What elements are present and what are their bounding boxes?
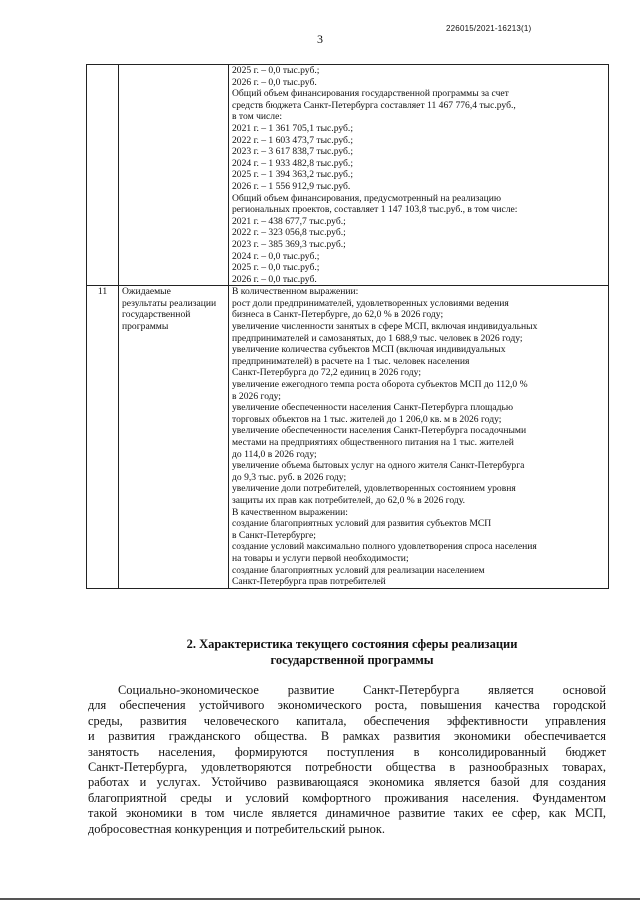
cell-text-line: предпринимателей) в расчете на 1 тыс. человек населения — [232, 355, 470, 367]
paragraph-line: Санкт-Петербурга, удовлетворяются потребности общества в разнообразных товарах, — [88, 760, 606, 775]
cell-text-line: в том числе: — [232, 111, 283, 123]
cell-text-line: увеличение обеспеченности населения Санкт-Петербурга площадью — [232, 402, 514, 414]
cell-text-line: Общий объем финансирования государственной программы за счет — [232, 88, 509, 100]
cell-text-line: создание благоприятных условий для реализации населением — [232, 564, 485, 576]
cell-text-line: местами на предприятиях общественного питания на 1 тыс. жителей — [232, 437, 514, 448]
cell-text-line: результаты реализации — [122, 297, 217, 309]
cell-text-line: 2021 г. – 438 677,7 тыс.руб.; — [232, 215, 346, 227]
paragraph-line: добросовестная конкуренция и потребительский рынок. — [88, 821, 385, 836]
cell-text-line: 2024 г. – 0,0 тыс.руб.; — [232, 250, 320, 262]
paragraph-line: Социально-экономическое развитие Санкт-Петербурга является основой — [118, 683, 606, 697]
row-number-cell — [87, 65, 119, 286]
cell-text-line: рост доли предпринимателей, удовлетворенных условиями ведения — [232, 297, 509, 309]
cell-text-line: увеличение количества субъектов МСП (включая индивидуальных — [232, 344, 506, 356]
cell-text-line: создание благоприятных условий для развития субъектов МСП — [232, 518, 492, 530]
section-title-line: государственной программы — [270, 653, 434, 667]
cell-text-line: 2025 г. – 1 394 363,2 тыс.руб.; — [232, 169, 353, 181]
cell-text-line: 2021 г. – 1 361 705,1 тыс.руб.; — [232, 122, 353, 134]
cell-text-line: 2026 г. – 1 556 912,9 тыс.руб. — [232, 180, 351, 192]
cell-text-line: на товары и услуги первой необходимости; — [232, 552, 409, 564]
cell-text-line: бизнеса в Санкт-Петербурге, до 62,0 % в 2026 году; — [232, 309, 444, 321]
program-passport-table — [86, 64, 609, 589]
cell-text-line: увеличение ежегодного темпа роста оборота субъектов МСП до 112,0 % — [232, 379, 528, 391]
section-title — [86, 636, 608, 668]
paragraph-line: благоприятной среды и условий комфортного проживания населения. Фундаментом — [88, 790, 606, 805]
cell-text-line: Общий объем финансирования, предусмотренный на реализацию — [232, 192, 502, 204]
cell-text-line: 2023 г. – 3 617 838,7 тыс.руб.; — [232, 146, 353, 158]
cell-text-line: средств бюджета Санкт-Петербурга составляет 11 467 776,4 тыс.руб., — [232, 99, 516, 111]
cell-text-line: 2023 г. – 385 369,3 тыс.руб.; — [232, 238, 346, 250]
cell-text-line: 2026 г. – 0,0 тыс.руб. — [232, 76, 317, 88]
cell-text-line: региональных проектов, составляет 1 147 103,8 тыс.руб., в том числе: — [232, 204, 518, 216]
cell-text-line: до 114,0 в 2026 году; — [232, 448, 317, 460]
cell-text-line: увеличение обеспеченности населения Санкт-Петербурга посадочными — [232, 425, 527, 437]
cell-text-line: увеличение объема бытовых услуг на одного жителя Санкт-Петербурга — [232, 460, 525, 472]
paragraph-line: среды, развития человеческого капитала, обеспечения эффективности управления — [88, 713, 606, 728]
financing-cell — [229, 65, 609, 286]
expected-results-cell — [229, 286, 609, 588]
row-label-cell — [119, 286, 229, 588]
cell-text-line: 2025 г. – 0,0 тыс.руб.; — [232, 65, 320, 76]
row-label-cell — [119, 65, 229, 286]
cell-text-line: Ожидаемые — [122, 286, 171, 298]
cell-text-line: защиты их прав как потребителей, до 62,0 % в 2026 году. — [232, 494, 465, 506]
cell-text-line: предпринимателей и самозанятых, до 1 688,9 тыс. человек в 2026 году; — [232, 332, 523, 344]
cell-text-line: 2022 г. – 323 056,8 тыс.руб.; — [232, 227, 346, 239]
cell-text-line: государственной — [122, 309, 191, 321]
cell-text-line: 2024 г. – 1 933 482,8 тыс.руб.; — [232, 157, 353, 169]
row-number-cell: 11 — [87, 286, 119, 588]
scan-edge-divider — [0, 898, 640, 900]
document-id: 226015/2021-16213(1) — [446, 24, 532, 33]
cell-text-line: программы — [122, 321, 169, 333]
section-title-line: 2. Характеристика текущего состояния сферы реализации — [186, 637, 518, 651]
table-row-expected-results — [87, 286, 609, 588]
paragraph-line: занятость населения, формируются поступления в консолидированный бюджет — [88, 744, 606, 759]
paragraph-line: и развития гражданского общества. В рамках развития экономики обеспечивается — [88, 729, 606, 744]
paragraph-line: такой экономики в том числе является динамичное развитие таких ее сфер, как МСП, — [88, 806, 606, 821]
cell-text-line: в Санкт-Петербурге; — [232, 529, 316, 541]
paragraph-line: работах и услугах. Устойчиво развивающаяся экономика является базой для создания — [88, 775, 606, 790]
cell-text-line: Санкт-Петербурга до 72,2 единиц в 2026 году; — [232, 367, 422, 379]
page-number: 3 — [317, 32, 323, 46]
cell-text-line: Санкт-Петербурга прав потребителей — [232, 576, 386, 588]
cell-text-line: увеличение численности занятых в сфере МСП, включая индивидуальных — [232, 321, 538, 333]
cell-text-line: до 9,3 тыс. руб. в 2026 году; — [232, 471, 347, 483]
paragraph-line: для обеспечения устойчивого экономического роста, повышения качества городской — [88, 698, 606, 713]
cell-text-line: 2022 г. – 1 603 473,7 тыс.руб.; — [232, 134, 353, 146]
cell-text-line: 2025 г. – 0,0 тыс.руб.; — [232, 262, 320, 274]
table-row-financing — [87, 65, 609, 286]
cell-text-line: увеличение доли потребителей, удовлетворенных состоянием уровня — [232, 483, 516, 495]
cell-text-line: торговых объектов на 1 тыс. жителей до 1 206,0 кв. м в 2026 году; — [232, 413, 502, 425]
cell-text-line: создание условий максимально полного удовлетворения спроса населения — [232, 541, 537, 553]
body-paragraph — [88, 683, 606, 837]
cell-text-line: В количественном выражении: — [232, 286, 359, 298]
cell-text-line: в 2026 году; — [232, 390, 281, 402]
cell-text-line: В качественном выражении: — [232, 506, 348, 518]
cell-text-line: 2026 г. – 0,0 тыс.руб. — [232, 273, 317, 285]
